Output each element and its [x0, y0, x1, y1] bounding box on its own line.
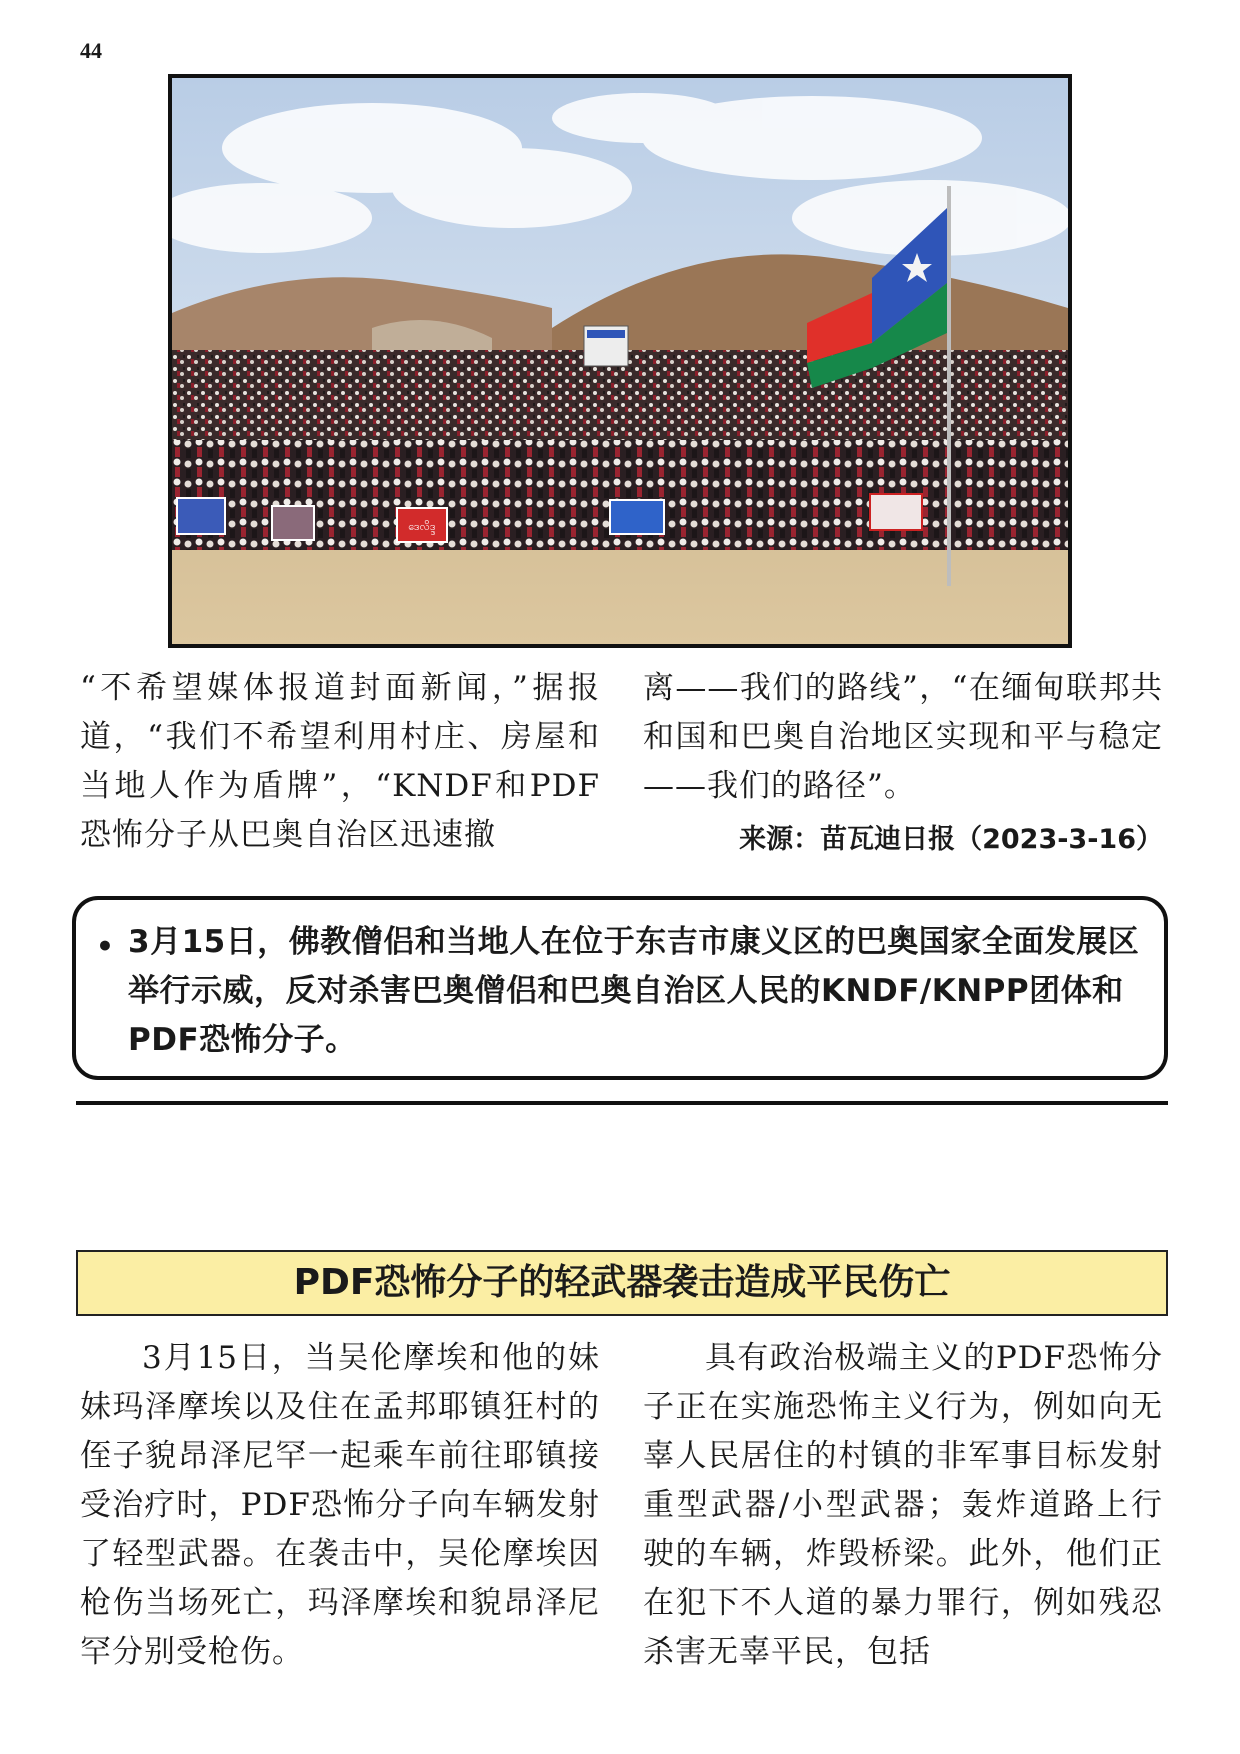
bottom-left-paragraph: 3月15日，当吴伦摩埃和他的妹妹玛泽摩埃以及住在孟邦耶镇狂村的侄子貌昂泽尼罕一起乘车前往耶镇接受治疗时，PDF恐怖分子向车辆发射了轻型武器。在袭击中，吴伦摩埃因枪伤当场死亡，玛泽摩埃和貌昂泽尼罕分别受枪伤。 [80, 1340, 600, 1670]
section-divider [76, 1101, 1168, 1105]
bottom-left-column [80, 1334, 600, 1677]
section-title: PDF恐怖分子的轻武器袭击造成平民伤亡 [76, 1250, 1168, 1316]
rally-photo [168, 74, 1072, 648]
bullet-icon: • [96, 930, 114, 963]
news-callout-box [72, 896, 1168, 1080]
bottom-right-paragraph: 具有政治极端主义的PDF恐怖分子正在实施恐怖主义行为，例如向无辜人民居住的村镇的非军事目标发射重型武器/小型武器；轰炸道路上行驶的车辆，炸毁桥梁。此外，他们正在犯下不人道的暴力罪行，例如残忍杀害无辜平民，包括 [643, 1340, 1163, 1670]
source-citation: 来源：苗瓦迪日报（2023-3-16） [739, 824, 1163, 855]
flagpole [947, 186, 951, 586]
top-right-column [643, 664, 1163, 864]
callout-text: 3月15日，佛教僧侣和当地人在位于东吉市康义区的巴奥国家全面发展区举行示威，反对杀害巴奥僧侣和巴奥自治区人民的KNDF/KNPP团体和PDF恐怖分子。 [128, 924, 1140, 1058]
page-number: 44 [80, 38, 102, 63]
top-right-paragraph: 离——我们的路线”，“在缅甸联邦共和国和巴奥自治地区实现和平与稳定——我们的路径”。 [643, 670, 1163, 804]
top-left-column [80, 664, 600, 860]
bottom-right-column [643, 1334, 1163, 1677]
rally-photo-illustration [172, 78, 1068, 644]
top-left-paragraph: “不希望媒体报道封面新闻，”据报道，“我们不希望利用村庄、房屋和当地人作为盾牌”，“KNDF和PDF恐怖分子从巴奥自治区迅速撤 [80, 670, 600, 853]
banner-text: ဒေလိဒ္ဒ [408, 520, 436, 533]
